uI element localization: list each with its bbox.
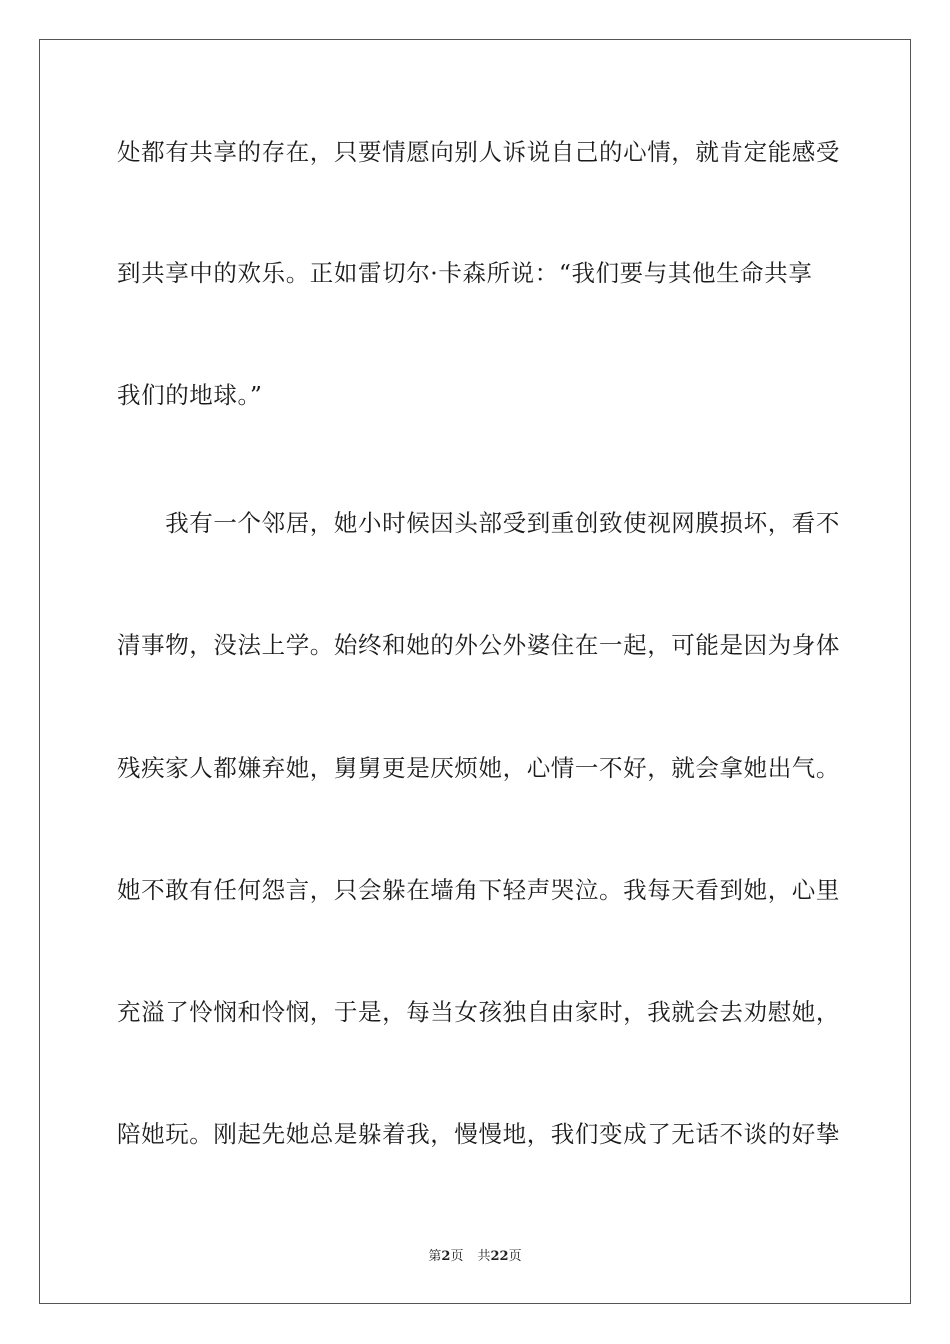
text-line-5: 清事物，没法上学。始终和她的外公外婆住在一起，可能是因为身体 (117, 631, 840, 659)
text-line-8: 充溢了怜悯和怜悯，于是，每当女孩独自由家时，我就会去劝慰她， (117, 998, 840, 1026)
footer-page-number: 2 (441, 1249, 451, 1264)
footer-page-suffix: 页 (450, 1249, 464, 1264)
text-line-2: 到共享中的欢乐。正如雷切尔·卡森所说：“我们要与其他生命共享 (117, 259, 813, 287)
text-line-1: 处都有共享的存在，只要情愿向别人诉说自己的心情，就肯定能感受 (117, 138, 840, 166)
text-line-6: 残疾家人都嫌弃她，舅舅更是厌烦她，心情一不好，就会拿她出气。 (117, 754, 840, 782)
footer-total-suffix: 页 (508, 1249, 522, 1264)
footer-total-prefix: 共 (477, 1249, 491, 1264)
footer-total-pages: 22 (490, 1249, 509, 1264)
page-footer (0, 1248, 950, 1266)
text-line-4: 我有一个邻居，她小时候因头部受到重创致使视网膜损坏，看不 (117, 509, 840, 537)
footer-page-prefix: 第 (428, 1249, 442, 1264)
text-line-3: 我们的地球。” (117, 381, 263, 409)
text-line-7: 她不敢有任何怨言，只会躲在墙角下轻声哭泣。我每天看到她，心里 (117, 876, 840, 904)
text-line-9: 陪她玩。刚起先她总是躲着我，慢慢地，我们变成了无话不谈的好挚 (117, 1120, 840, 1148)
page-border (39, 39, 911, 1304)
